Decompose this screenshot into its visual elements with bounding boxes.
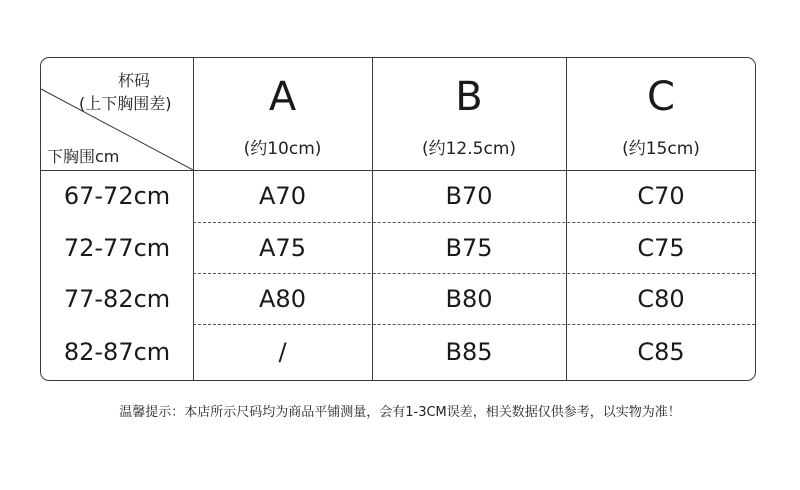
column-sub-c: (约15cm) bbox=[622, 139, 700, 159]
size-cell: / bbox=[278, 338, 287, 366]
footer-note: 温馨提示：本店所示尺码均为商品平铺测量，会有1-3CM误差，相关数据仅供参考，以实物为准！ bbox=[119, 405, 681, 420]
size-cell: A80 bbox=[259, 284, 306, 313]
corner-label-underbust: 下胸围cm bbox=[47, 147, 120, 166]
column-header-c: C bbox=[647, 74, 675, 120]
row-range: 72-77cm bbox=[63, 233, 171, 262]
size-cell: B75 bbox=[445, 233, 493, 262]
row-range: 77-82cm bbox=[63, 284, 171, 313]
column-header-b: B bbox=[455, 74, 483, 120]
size-chart-table bbox=[40, 57, 756, 381]
corner-label-cup: 杯码 bbox=[118, 71, 151, 90]
size-cell: C75 bbox=[637, 233, 685, 262]
row-range: 67-72cm bbox=[63, 182, 171, 210]
column-header-a: A bbox=[268, 74, 297, 120]
corner-label-diff: (上下胸围差) bbox=[79, 94, 172, 113]
size-cell: A70 bbox=[259, 182, 306, 210]
size-cell: C80 bbox=[637, 284, 685, 313]
size-cell: C70 bbox=[637, 182, 685, 210]
size-cell: A75 bbox=[259, 233, 306, 262]
row-range: 82-87cm bbox=[63, 338, 171, 366]
column-sub-a: (约10cm) bbox=[243, 139, 322, 159]
size-cell: B70 bbox=[445, 182, 493, 210]
size-cell: B85 bbox=[445, 338, 493, 366]
size-cell: B80 bbox=[445, 284, 493, 313]
size-cell: C85 bbox=[637, 338, 685, 366]
column-sub-b: (约12.5cm) bbox=[421, 139, 517, 159]
